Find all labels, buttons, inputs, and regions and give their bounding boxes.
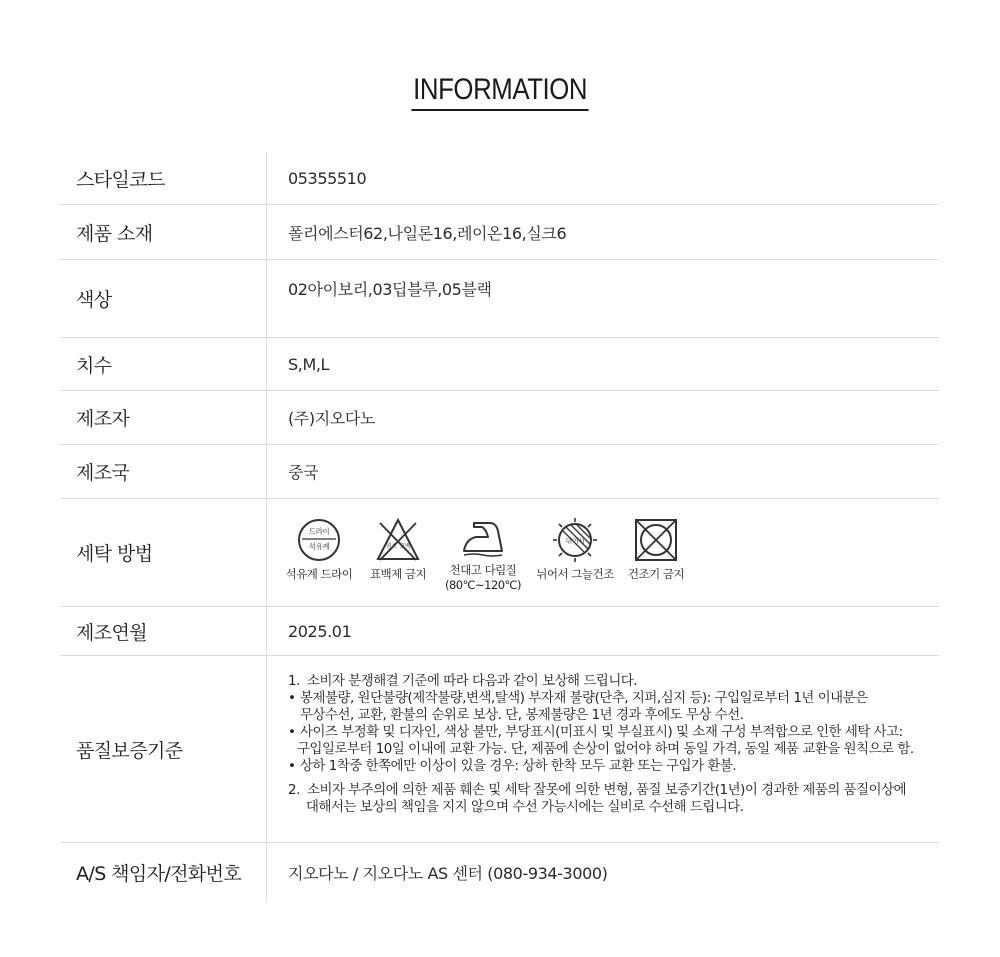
quality-item-2-num: 2. [288, 783, 300, 798]
wash-caption-dry-clean: 석유계 드라이 [285, 567, 353, 581]
info-table [60, 152, 939, 902]
washing-icons [267, 499, 939, 606]
quality-bullet-1-line1: 봉제불량, 원단불량(제작불량,변색,탈색) 부자재 불량(단추, 지퍼,심지 등): 구입일로부터 1년 이내분은 [300, 691, 868, 706]
label-manufacture-date: 제조연월 [60, 607, 267, 655]
wash-caption-iron-line1: 천대고 다림질 [449, 563, 517, 577]
label-material: 제품 소재 [60, 205, 267, 259]
bullet-mark: • [288, 759, 296, 774]
dry-clean-petroleum-icon [296, 517, 342, 563]
label-washing: 세탁 방법 [60, 499, 267, 606]
quality-bullet-2-line1: 사이즈 부정확 및 디자인, 색상 불만, 부당표시(미표시 및 부실표시) 및 소재 구성 부적합으로 인한 세탁 사고: [300, 725, 903, 740]
shade-dry-inner: 뉘어서 [565, 537, 585, 545]
wash-caption-iron-line2: (80℃~120℃) [444, 578, 522, 592]
quality-item-1-text: 소비자 분쟁해결 기준에 따라 다음과 같이 보상해 드립니다. [307, 674, 638, 689]
value-style-code: 05355510 [288, 168, 367, 188]
row-quality [60, 656, 939, 843]
quality-bullet-3-line1: 상하 1착중 한쪽에만 이상이 있을 경우: 상하 한착 모두 교환 또는 구입가 환불. [300, 759, 737, 774]
label-maker: 제조자 [60, 391, 267, 444]
section-title-wrap [0, 74, 1000, 111]
wash-item-dry-clean [280, 517, 358, 582]
quality-bullet-2-line2: 구입일로부터 10일 이내에 교환 가능. 단, 제품에 손상이 없어야 하며 동일 가격, 동일 제품 교환을 원칙으로 함. [297, 742, 914, 757]
bullet-mark: • [288, 691, 296, 706]
quality-bullet [288, 690, 914, 707]
label-country: 제조국 [60, 445, 267, 498]
quality-bullet [288, 758, 914, 775]
no-tumble-dry-icon [633, 517, 679, 563]
quality-item-1 [288, 673, 914, 690]
value-color: 02아이보리,03딥블루,05블랙 [288, 280, 492, 299]
quality-item-1-num: 1. [288, 674, 300, 689]
quality-bullet [288, 724, 914, 741]
quality-item-2 [288, 782, 914, 799]
quality-text [267, 656, 914, 842]
row-washing [60, 499, 939, 607]
label-color: 색상 [60, 260, 267, 337]
label-style-code: 스타일코드 [60, 152, 267, 204]
no-bleach-inner-right: 표백 [399, 543, 411, 550]
dry-clean-inner-top: 드라이 [308, 527, 330, 536]
row-color [60, 260, 939, 338]
row-country [60, 445, 939, 499]
row-maker [60, 391, 939, 445]
row-style-code [60, 152, 939, 205]
bullet-mark: • [288, 725, 296, 740]
row-manufacture-date [60, 607, 939, 656]
iron-with-cloth-icon [460, 517, 506, 559]
wash-item-no-bleach [358, 517, 438, 582]
line-dry-shade-icon [552, 517, 598, 563]
row-as [60, 843, 939, 902]
wash-caption-no-tumble: 건조기 금지 [627, 567, 685, 581]
value-manufacture-date: 2025.01 [288, 621, 352, 641]
quality-bullet-1-line2: 무상수선, 교환, 환불의 순위로 보상. 단, 봉제불량은 1년 경과 후에도 무상 수선. [300, 708, 744, 723]
value-size: S,M,L [288, 354, 330, 374]
value-maker: (주)지오다노 [288, 409, 375, 428]
wash-item-no-tumble [622, 517, 690, 582]
quality-item-2-line1: 소비자 부주의에 의한 제품 훼손 및 세탁 잘못에 의한 변형, 품질 보증기간(1년)이 경과한 제품의 품질이상에 [307, 783, 907, 798]
quality-item-2-line2: 대해서는 보상의 책임을 지지 않으며 수선 가능시에는 실비로 수선해 드립니다. [306, 800, 744, 815]
label-as: A/S 책임자/전화번호 [60, 843, 267, 902]
no-bleach-inner-left: 염소 [385, 543, 397, 550]
wash-item-shade-dry [528, 517, 622, 582]
wash-caption-shade-dry: 뉘어서 그늘건조 [536, 567, 614, 581]
wash-caption-no-bleach: 표백제 금지 [369, 567, 427, 581]
section-title: INFORMATION [411, 74, 588, 111]
label-quality: 품질보증기준 [60, 656, 267, 842]
spacer [288, 775, 914, 782]
no-bleach-icon [375, 517, 421, 563]
wash-item-iron [438, 517, 528, 593]
row-material [60, 205, 939, 260]
value-material: 폴리에스터62,나일론16,레이온16,실크6 [288, 223, 567, 243]
value-as: 지오다노 / 지오다노 AS 센터 (080-934-3000) [288, 864, 608, 883]
label-size: 치수 [60, 338, 267, 390]
dry-clean-inner-bottom: 석유계 [308, 542, 330, 551]
value-country: 중국 [288, 463, 319, 482]
row-size [60, 338, 939, 391]
